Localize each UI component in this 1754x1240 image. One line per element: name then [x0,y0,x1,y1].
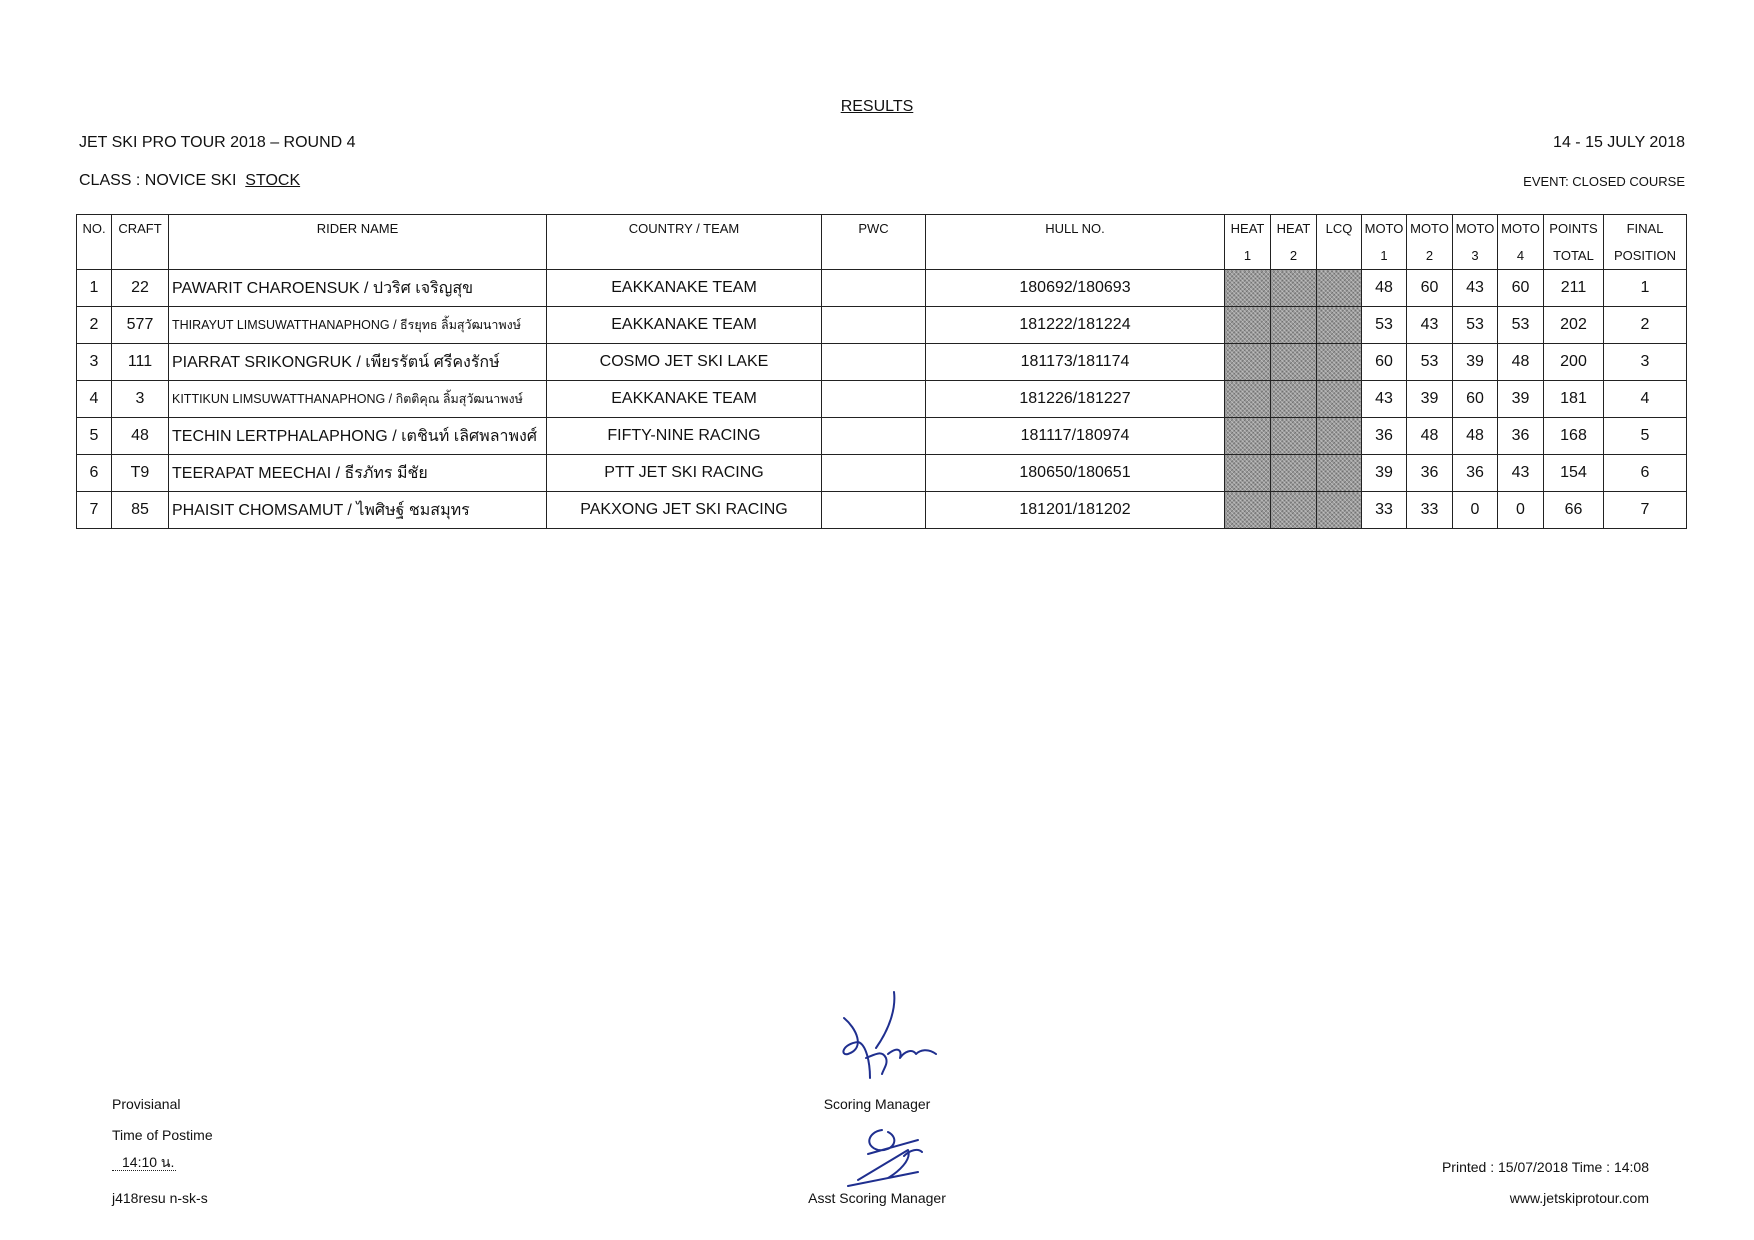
cell-moto3: 53 [1453,307,1498,344]
cell-no: 3 [77,344,112,381]
header-points-total: TOTAL [1544,242,1604,270]
cell-moto2: 36 [1407,455,1453,492]
cell-craft: 22 [112,270,169,307]
cell-heat2-shaded [1271,455,1317,492]
cell-no: 4 [77,381,112,418]
header-rider-name: RIDER NAME [169,215,547,243]
cell-hull: 181222/181224 [926,307,1225,344]
header-final: FINAL [1604,215,1687,243]
header-rider-blank [169,242,547,270]
cell-moto2: 53 [1407,344,1453,381]
cell-moto3: 60 [1453,381,1498,418]
header-craft: CRAFT [112,215,169,243]
header-moto1-number: 1 [1362,242,1407,270]
table-row [77,381,1687,418]
cell-heat2-shaded [1271,492,1317,529]
header-no-blank [77,242,112,270]
cell-lcq-shaded [1317,270,1362,307]
table-row [77,492,1687,529]
cell-total: 202 [1544,307,1604,344]
cell-heat2-shaded [1271,307,1317,344]
cell-team: EAKKANAKE TEAM [547,270,822,307]
cell-no: 6 [77,455,112,492]
cell-moto4: 0 [1498,492,1544,529]
cell-craft: 85 [112,492,169,529]
cell-moto2: 39 [1407,381,1453,418]
cell-position: 7 [1604,492,1687,529]
cell-total: 168 [1544,418,1604,455]
header-moto3: MOTO [1453,215,1498,243]
cell-rider-name: PAWARIT CHAROENSUK / ปวริศ เจริญสุข [169,270,547,307]
cell-heat2-shaded [1271,344,1317,381]
cell-moto4: 60 [1498,270,1544,307]
header-moto4: MOTO [1498,215,1544,243]
cell-craft: 577 [112,307,169,344]
cell-rider-name: KITTIKUN LIMSUWATTHANAPHONG / กิตติคุณ ลิ้มสุวัฒนาพงษ์ [169,381,547,418]
form-code: j418resu n-sk-s [112,1190,208,1206]
cell-heat1-shaded [1225,492,1271,529]
header-hull-blank [926,242,1225,270]
cell-pwc [822,418,926,455]
header-moto2: MOTO [1407,215,1453,243]
cell-moto4: 43 [1498,455,1544,492]
table-row [77,344,1687,381]
cell-moto3: 43 [1453,270,1498,307]
cell-total: 211 [1544,270,1604,307]
cell-team: PAKXONG JET SKI RACING [547,492,822,529]
cell-rider-name: PHAISIT CHOMSAMUT / ไพศิษฐ์ ชมสมุทร [169,492,547,529]
cell-heat1-shaded [1225,344,1271,381]
header-lcq-blank [1317,242,1362,270]
cell-hull: 181226/181227 [926,381,1225,418]
cell-pwc [822,307,926,344]
class-value: STOCK [245,172,301,189]
cell-moto3: 0 [1453,492,1498,529]
cell-lcq-shaded [1317,344,1362,381]
cell-moto3: 39 [1453,344,1498,381]
cell-craft: 48 [112,418,169,455]
header-moto4-number: 4 [1498,242,1544,270]
cell-heat1-shaded [1225,381,1271,418]
table-row [77,418,1687,455]
cell-team: EAKKANAKE TEAM [547,381,822,418]
cell-moto1: 43 [1362,381,1407,418]
cell-moto1: 39 [1362,455,1407,492]
event-type: EVENT: CLOSED COURSE [1523,174,1685,189]
header-lcq: LCQ [1317,215,1362,243]
class-label: CLASS : NOVICE SKI [79,172,237,189]
asst-scoring-manager-label: Asst Scoring Manager [808,1190,946,1206]
cell-lcq-shaded [1317,381,1362,418]
cell-pwc [822,270,926,307]
cell-position: 4 [1604,381,1687,418]
cell-total: 66 [1544,492,1604,529]
cell-moto2: 48 [1407,418,1453,455]
cell-position: 2 [1604,307,1687,344]
results-table [76,214,1687,529]
header-moto1: MOTO [1362,215,1407,243]
postime-value-line [112,1152,176,1174]
cell-position: 3 [1604,344,1687,381]
cell-position: 5 [1604,418,1687,455]
header-hull-no: HULL NO. [926,215,1225,243]
cell-heat2-shaded [1271,418,1317,455]
header-moto3-number: 3 [1453,242,1498,270]
header-pwc: PWC [822,215,926,243]
header-craft-blank [112,242,169,270]
header-country-team: COUNTRY / TEAM [547,215,822,243]
cell-heat1-shaded [1225,418,1271,455]
scoring-manager-label: Scoring Manager [823,1096,931,1112]
cell-craft: 111 [112,344,169,381]
class-line [79,172,300,190]
cell-moto4: 53 [1498,307,1544,344]
cell-moto4: 48 [1498,344,1544,381]
cell-rider-name: PIARRAT SRIKONGRUK / เพียรรัตน์ ศรีคงรักษ์ [169,344,547,381]
provisional-label: Provisianal [112,1096,181,1112]
header-points: POINTS [1544,215,1604,243]
header-moto2-number: 2 [1407,242,1453,270]
cell-no: 7 [77,492,112,529]
cell-lcq-shaded [1317,455,1362,492]
printed-timestamp: Printed : 15/07/2018 Time : 14:08 [1441,1159,1649,1175]
cell-hull: 180650/180651 [926,455,1225,492]
cell-heat1-shaded [1225,270,1271,307]
cell-heat2-shaded [1271,381,1317,418]
header-no: NO. [77,215,112,243]
cell-pwc [822,344,926,381]
cell-moto1: 36 [1362,418,1407,455]
cell-total: 200 [1544,344,1604,381]
table-header [77,215,1687,270]
cell-lcq-shaded [1317,492,1362,529]
cell-moto2: 60 [1407,270,1453,307]
header-heat1-number: 1 [1225,242,1271,270]
cell-moto2: 43 [1407,307,1453,344]
asst-scoring-manager-signature [838,1120,938,1190]
cell-craft: T9 [112,455,169,492]
table-row [77,270,1687,307]
cell-craft: 3 [112,381,169,418]
cell-lcq-shaded [1317,307,1362,344]
header-pwc-blank [822,242,926,270]
cell-moto1: 53 [1362,307,1407,344]
cell-no: 5 [77,418,112,455]
scoring-manager-signature [836,988,946,1084]
cell-rider-name: TECHIN LERTPHALAPHONG / เตชินท์ เลิศพลาพงศ์ [169,418,547,455]
cell-total: 181 [1544,381,1604,418]
cell-moto3: 48 [1453,418,1498,455]
cell-no: 2 [77,307,112,344]
header-team-blank [547,242,822,270]
cell-hull: 181173/181174 [926,344,1225,381]
cell-total: 154 [1544,455,1604,492]
header-heat2: HEAT [1271,215,1317,243]
cell-pwc [822,492,926,529]
cell-moto1: 48 [1362,270,1407,307]
cell-heat1-shaded [1225,455,1271,492]
cell-lcq-shaded [1317,418,1362,455]
cell-moto1: 60 [1362,344,1407,381]
table-row [77,455,1687,492]
cell-hull: 180692/180693 [926,270,1225,307]
postime-label: Time of Postime [112,1127,213,1143]
table-row [77,307,1687,344]
header-final-position: POSITION [1604,242,1687,270]
cell-team: EAKKANAKE TEAM [547,307,822,344]
cell-no: 1 [77,270,112,307]
cell-pwc [822,455,926,492]
cell-moto1: 33 [1362,492,1407,529]
cell-heat2-shaded [1271,270,1317,307]
cell-moto4: 39 [1498,381,1544,418]
header-heat1: HEAT [1225,215,1271,243]
table-body [77,270,1687,529]
cell-position: 6 [1604,455,1687,492]
cell-moto4: 36 [1498,418,1544,455]
cell-position: 1 [1604,270,1687,307]
cell-team: PTT JET SKI RACING [547,455,822,492]
cell-moto3: 36 [1453,455,1498,492]
cell-moto2: 33 [1407,492,1453,529]
cell-hull: 181201/181202 [926,492,1225,529]
event-date: 14 - 15 JULY 2018 [1553,134,1685,151]
cell-hull: 181117/180974 [926,418,1225,455]
website-link[interactable]: www.jetskiprotour.com [1509,1190,1649,1206]
cell-rider-name: THIRAYUT LIMSUWATTHANAPHONG / ธีรยุทธ ลิ้มสุวัฒนาพงษ์ [169,307,547,344]
event-name: JET SKI PRO TOUR 2018 – ROUND 4 [79,134,356,151]
postime-value: 14:10 น. [112,1154,176,1171]
header-heat2-number: 2 [1271,242,1317,270]
cell-rider-name: TEERAPAT MEECHAI / ธีรภัทร มีชัย [169,455,547,492]
cell-team: FIFTY-NINE RACING [547,418,822,455]
cell-team: COSMO JET SKI LAKE [547,344,822,381]
cell-pwc [822,381,926,418]
document-title: RESULTS [840,98,914,115]
cell-heat1-shaded [1225,307,1271,344]
